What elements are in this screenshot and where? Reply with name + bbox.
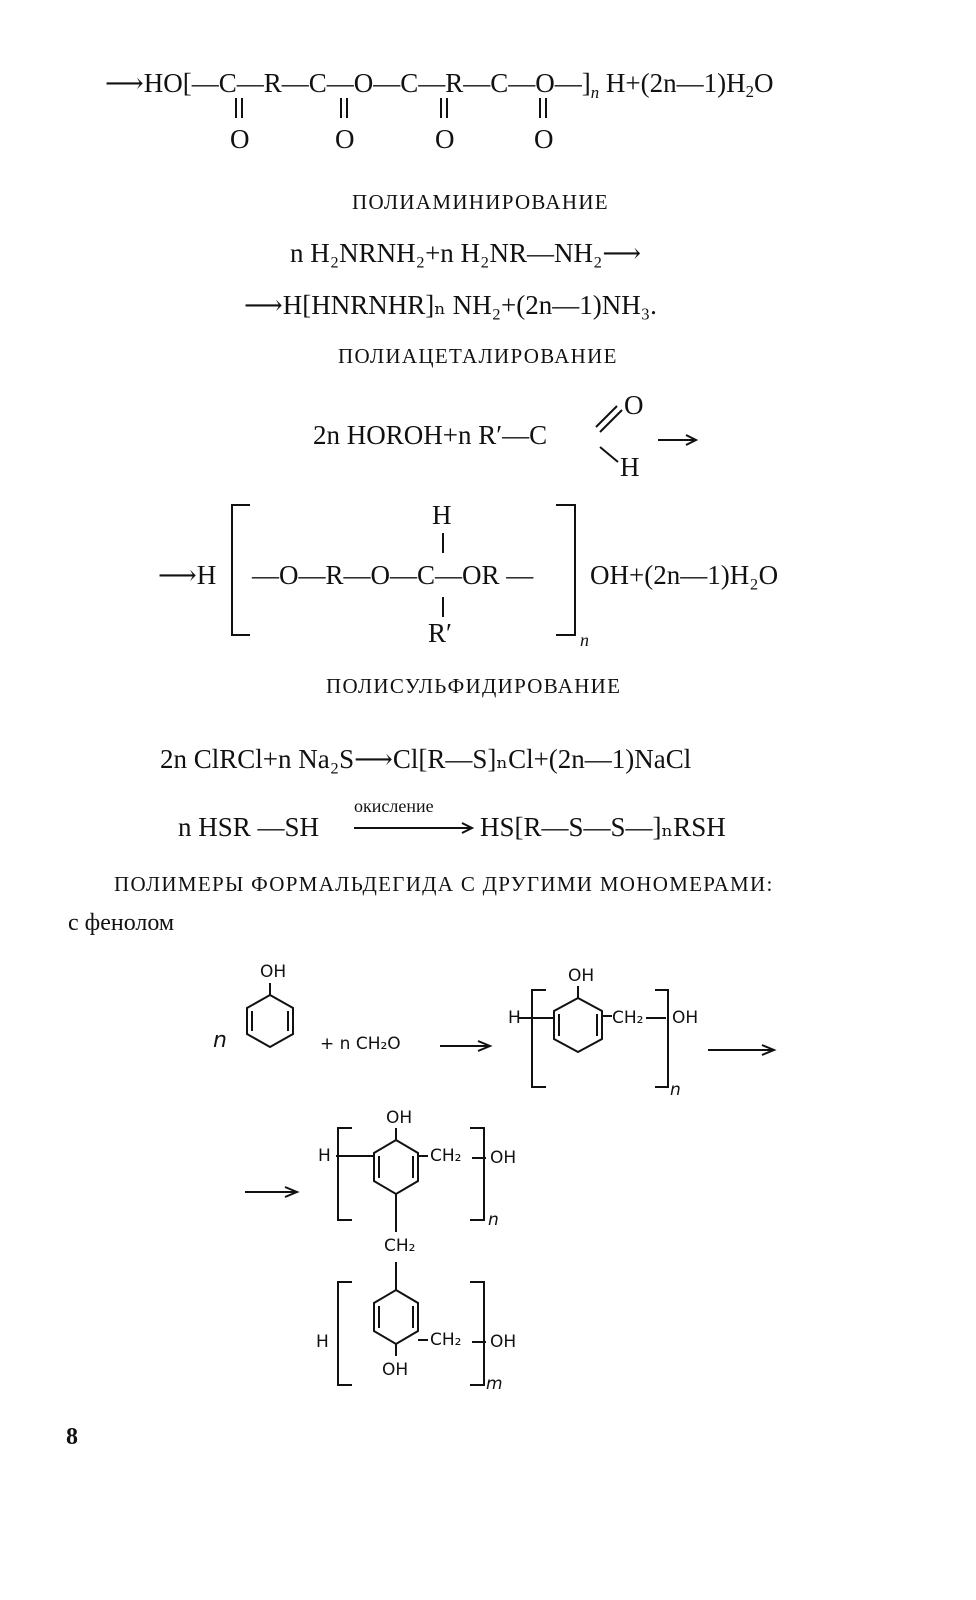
- polyester-suffix: H+(2n—1)H: [599, 68, 746, 98]
- network-oh-end-1: OH: [490, 1148, 517, 1168]
- polyester-prefix: HO[: [143, 68, 192, 98]
- polyester-h2o-tail: O: [753, 68, 774, 98]
- network-h-2: H: [316, 1332, 329, 1352]
- polysulfidation-line2-left: n HSR —SH: [178, 812, 320, 842]
- polysulfidation-line2-right: HS[R—S—S—]ₙRSH: [480, 812, 726, 842]
- polyester-equation: [105, 68, 774, 102]
- heading-formaldehyde: ПОЛИМЕРЫ ФОРМАЛЬДЕГИДА С ДРУГИМИ МОНОМЕРАМИ:: [114, 872, 774, 896]
- network-ch2-1: CH₂: [430, 1146, 462, 1166]
- acetal-tail: OH+(2n—1)H₂O: [590, 560, 779, 590]
- heading-polysulfidation: ПОЛИСУЛЬФИДИРОВАНИЕ: [326, 674, 622, 698]
- polyester-h2o-sub: 2: [745, 82, 754, 102]
- carbonyl-o-4: O: [534, 124, 554, 154]
- linear-h: H: [508, 1008, 521, 1028]
- acetal-r-prime: R′: [428, 618, 452, 648]
- network-oh-1: OH: [386, 1108, 413, 1128]
- network-m: m: [486, 1374, 503, 1394]
- polysulfidation-line1: 2n ClRCl+n Na₂S⟶Cl[R—S]ₙCl+(2n—1)NaCl: [160, 744, 692, 774]
- acetal-h: H: [432, 500, 452, 530]
- network-n: n: [488, 1210, 499, 1230]
- linear-ch2: CH₂: [612, 1008, 644, 1028]
- linear-n: n: [670, 1080, 681, 1100]
- acetal-chain: —O—R—O—C—OR —: [252, 560, 534, 590]
- polyamination-line1: n H₂NRNH₂+n H₂NR—NH₂⟶: [290, 238, 642, 268]
- phenol-n: n: [213, 1028, 227, 1053]
- acetal-n: n: [580, 630, 589, 650]
- phenol-oh: OH: [260, 962, 287, 982]
- aldehyde-o: O: [624, 390, 644, 420]
- carbonyl-o-1: O: [230, 124, 250, 154]
- network-oh-end-2: OH: [490, 1332, 517, 1352]
- aldehyde-h: H: [620, 452, 640, 482]
- carbonyl-o-2: O: [335, 124, 355, 154]
- page-number: 8: [66, 1424, 78, 1450]
- heading-polyacetalization: ПОЛИАЦЕТАЛИРОВАНИЕ: [338, 344, 618, 368]
- network-oh-2: OH: [382, 1360, 409, 1380]
- network-bridge-ch2: CH₂: [384, 1236, 416, 1256]
- network-h-1: H: [318, 1146, 331, 1166]
- oxidation-label: окисление: [354, 796, 434, 816]
- linear-oh: OH: [568, 966, 595, 986]
- arrow-icon: ⟶: [105, 68, 144, 98]
- linear-oh-end: OH: [672, 1008, 699, 1028]
- polyester-n: n: [590, 82, 600, 102]
- subheading-phenol: с фенолом: [68, 910, 175, 936]
- carbonyl-o-3: O: [435, 124, 455, 154]
- polyester-chain: —C—R—C—O—C—R—C—O—]: [191, 68, 591, 98]
- network-ch2-2: CH₂: [430, 1330, 462, 1350]
- polyamination-line2: ⟶H[HNRNHR]ₙ NH₂+(2n—1)NH₃.: [244, 290, 657, 320]
- acetal-reactants: 2n HOROH+n R′—C: [313, 420, 548, 450]
- formaldehyde-reagent: + n CH₂O: [320, 1034, 401, 1054]
- acetal-product-prefix: ⟶H: [158, 560, 217, 590]
- heading-polyamination: ПОЛИАМИНИРОВАНИЕ: [352, 190, 609, 214]
